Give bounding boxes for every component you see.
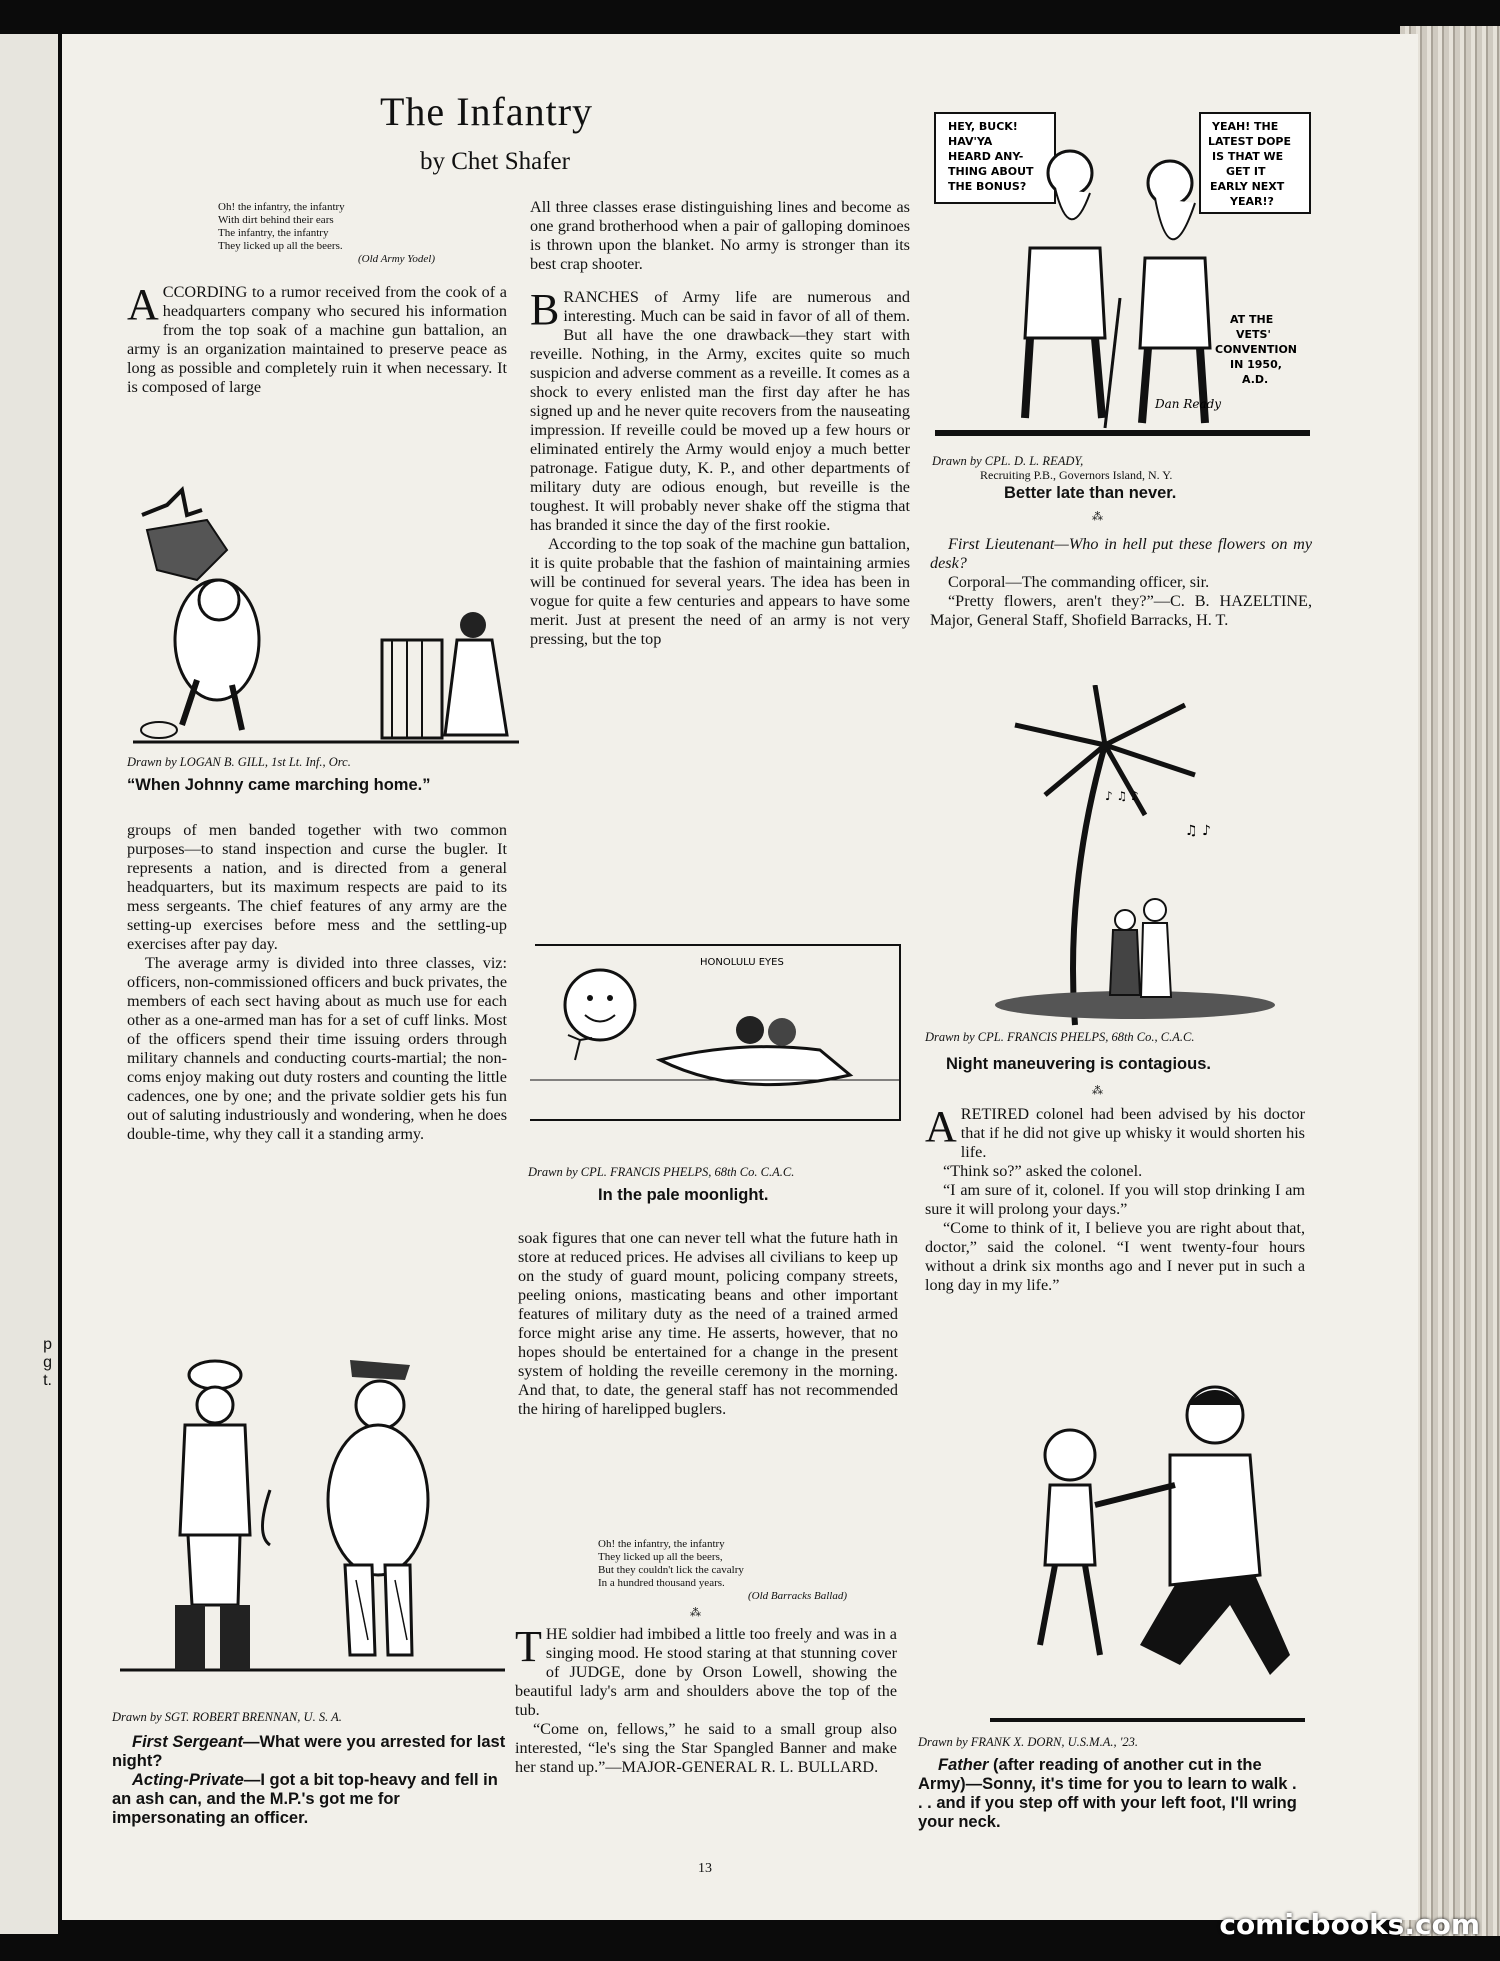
note-line: AT THE [1230, 313, 1274, 326]
verse-line: But they couldn't lick the cavalry [598, 1564, 744, 1576]
artist-signature: Dan Ready [1155, 397, 1222, 411]
johnny-cartoon [127, 480, 522, 745]
line: —I got a bit top-heavy and fell in an ash can, and the M.P.'s got me for impersonating an officer. [112, 1771, 498, 1827]
article-byline: by Chet Shafer [420, 148, 570, 175]
bubble-line: YEAH! THE [1212, 120, 1279, 133]
paragraph: RANCHES of Army life are numerous and interesting. Much can be said in favor of all of them. But all have the one drawback—they start with reveille. Nothing, in the Army, excites quite so much suspicion and adverse comment as a reveille. It comes as a shock to every enlisted man the first day after he has signed up and he never quite recovers from the nauseating impression. If reveille could be moved up a few hours or eliminated entirely the Army would enjoy a much better patronage. Fatigue duty, K. P., and other departments of military duty are odious enough, but reveille is the toughest. It will probably never shake off the stigma that has branded it since the day of the first rookie. [530, 288, 910, 534]
svg-text:♫ ♪: ♫ ♪ [1185, 823, 1211, 839]
paragraph: All three classes erase distinguishing lines and become as one grand brotherhood when a pair of galloping dominoes is thrown upon the blanket. No army is stronger than its best crap shooter. [530, 198, 910, 273]
cartoon-credit: Drawn by SGT. ROBERT BRENNAN, U. S. A. [112, 1710, 342, 1724]
section-divider: ⁂ [690, 1607, 702, 1619]
paragraph: “Come on, fellows,” he said to a small group also interested, “le's sing the Star Spangled Banner and make her stand up.”—MAJOR-GENERAL R. L. BULLARD. [515, 1720, 897, 1776]
paragraph: “Pretty flowers, aren't they?”—C. B. HAZELTINE, Major, General Staff, Shofield Barracks, H. T. [930, 592, 1312, 629]
bubble-line: HAV'YA [948, 135, 993, 148]
verse-citation: (Old Barracks Ballad) [748, 1590, 847, 1602]
paragraph: HE soldier had imbibed a little too freely and was in a singing mood. He stood staring at that stunning cover of JUDGE, done by Orson Lowell, showing the beautiful lady's arm and shoulders above the top of the tub. [515, 1625, 897, 1719]
bubble-line: GET IT [1226, 165, 1266, 178]
cartoon-dialogue [918, 1756, 1303, 1832]
paragraph: Corporal—The commanding officer, sir. [948, 573, 1210, 591]
cartoon-caption: “When Johnny came marching home.” [127, 776, 431, 794]
speaker: Acting-Private [132, 1771, 244, 1789]
column-2-bottom [515, 1622, 897, 1777]
verse-line: In a hundred thousand years. [598, 1577, 725, 1589]
baby-cartoon [990, 1375, 1310, 1730]
note-line: CONVENTION [1215, 343, 1298, 356]
cartoon-credit: Drawn by CPL. FRANCIS PHELPS, 68th Co., C.A.C. [925, 1030, 1195, 1044]
note-line: A.D. [1242, 373, 1269, 386]
moonlight-cartoon [520, 920, 915, 1165]
cartoon-credit: Drawn by CPL. D. L. READY, [932, 454, 1084, 468]
column-3-top [930, 535, 1312, 630]
bubble-line: EARLY NEXT [1210, 180, 1285, 193]
column-2-middle [518, 1229, 898, 1419]
bubble-line: LATEST DOPE [1208, 135, 1291, 148]
verse-epigraph [218, 201, 508, 266]
song-text: HONOLULU EYES [700, 957, 784, 968]
edge-fragment: p [43, 1336, 52, 1353]
paragraph: According to the top soak of the machine gun battalion, it is quite probable that the fashion of maintaining armies will be continued for several years. The idea has been in vogue for quite a few centuries and appears to have some merit. Just at present the need of an army is not very pressing, but the top [530, 535, 910, 648]
note-line: IN 1950, [1230, 358, 1282, 371]
paragraph: “Come to think of it, I believe you are right about that, doctor,” said the colonel. “I went twenty-four hours without a drink six months ago and I never put in such a long day in my life.” [925, 1219, 1305, 1294]
bubble-line: IS THAT WE [1212, 150, 1284, 163]
cartoon-credit: Drawn by LOGAN B. GILL, 1st Lt. Inf., Orc. [127, 755, 351, 769]
paragraph: “I am sure of it, colonel. If you will stop drinking I am sure it will prolong your days.” [925, 1181, 1305, 1218]
bubble-line: YEAR!? [1230, 195, 1274, 208]
verse-line: They licked up all the beers, [598, 1551, 723, 1563]
bubble-line: THING ABOUT [948, 165, 1034, 178]
speaker: First Sergeant [132, 1733, 243, 1751]
paragraph: First Lieutenant—Who in hell put these flowers on my desk? [930, 535, 1312, 572]
cartoon-credit: Drawn by FRANK X. DORN, U.S.M.A., '23. [918, 1735, 1139, 1749]
paragraph: “Think so?” asked the colonel. [943, 1162, 1143, 1180]
drop-cap: A [127, 280, 159, 329]
drop-cap: T [515, 1622, 542, 1671]
paragraph: The average army is divided into three classes, viz: officers, non-commissioned officers and buck privates, the members of each sect having about as much use for each other as a one-armed man has for a set of cuff links. Most of the officers spend their time issuing orders through military channels and conducting courts-martial; the non-coms enjoy making out duty rosters and counting the little cadences, one by one; and the private soldier gets his fun out of saluting industriously and wondering, when he does double-time, why they call it a standing army. [127, 954, 507, 1143]
drop-cap: A [925, 1102, 957, 1151]
edge-fragment: g [43, 1354, 52, 1371]
page-number: 13 [698, 1861, 712, 1876]
column-2-top [530, 198, 910, 649]
cartoon-credit: Drawn by CPL. FRANCIS PHELPS, 68th Co. C.A.C. [528, 1165, 795, 1179]
column-3-middle [925, 1102, 1305, 1295]
paragraph: CCORDING to a rumor received from the cook of a headquarters company who secured his information from the top soak of a machine gun battalion, an army is an organization maintained to preserve peace as long as possible and completely ruin it when necessary. It is composed of large [127, 283, 507, 396]
line: (after reading of another cut in the Army)—Sonny, it's time for you to learn to walk . . . and if you step off with your left foot, I'll wring your neck. [918, 1756, 1297, 1831]
cartoon-caption: Night maneuvering is contagious. [946, 1055, 1211, 1073]
cartoon-caption: Better late than never. [1004, 484, 1177, 502]
sergeant-cartoon [120, 1335, 510, 1695]
cartoon-dialogue [112, 1733, 507, 1828]
column-1-bottom [127, 821, 507, 1144]
note-line: VETS' [1236, 328, 1271, 341]
drop-cap: B [530, 285, 560, 334]
verse-line: Oh! the infantry, the infantry [598, 1538, 725, 1550]
section-divider: ⁂ [1092, 511, 1104, 523]
previous-page-edge [0, 34, 58, 1934]
cartoon-caption: In the pale moonlight. [598, 1186, 769, 1204]
palm-cartoon [985, 685, 1305, 1030]
line: —What were you arrested for last night? [112, 1733, 506, 1770]
speaker: Father [938, 1756, 989, 1774]
bubble-line: HEY, BUCK! [948, 120, 1018, 133]
cartoon-credit: Recruiting P.B., Governors Island, N. Y. [980, 468, 1173, 482]
paragraph: RETIRED colonel had been advised by his doctor that if he did not give up whisky it would shorten his life. [960, 1105, 1305, 1161]
section-divider: ⁂ [1092, 1085, 1104, 1097]
verse-line: The infantry, the infantry [218, 227, 329, 239]
svg-text:♪ ♫ ♪: ♪ ♫ ♪ [1105, 789, 1139, 803]
paragraph: soak figures that one can never tell what the future hath in store at reduced prices. He advises all civilians to keep up on the study of guard mount, policing company streets, peeling onions, masticating beans and other important features of military duty as the need of a trained armed force might arise any time. He asserts, however, that no hopes should be entertained for a change in the present system of holding the reveille ceremony in the morning. And that, to date, the general staff has not recommended the hiring of harelipped buglers. [518, 1229, 898, 1418]
watermark: comicbooks.com [1219, 1908, 1480, 1941]
verse-line: They licked up all the beers. [218, 240, 343, 252]
bubble-line: THE BONUS? [948, 180, 1027, 193]
svg-text:AT THE VETS' CONVENTIO [1215, 313, 1301, 386]
edge-fragment: t. [43, 1372, 52, 1389]
bonus-cartoon [930, 108, 1315, 448]
verse-ballad [598, 1538, 888, 1603]
paragraph: groups of men banded together with two common purposes—to stand inspection and curse the bugler. It represents a nation, and is directed from a general headquarters, but its maximum respects are paid to its mess sergeants. The chief features of any army are the setting-up exercises before mess and the settling-up exercises after pay day. [127, 821, 507, 953]
verse-line: Oh! the infantry, the infantry [218, 201, 345, 213]
verse-citation: (Old Army Yodel) [358, 253, 435, 265]
bubble-line: HEARD ANY- [948, 150, 1024, 163]
column-1-top [127, 280, 507, 397]
verse-line: With dirt behind their ears [218, 214, 334, 226]
article-title: The Infantry [380, 89, 594, 134]
